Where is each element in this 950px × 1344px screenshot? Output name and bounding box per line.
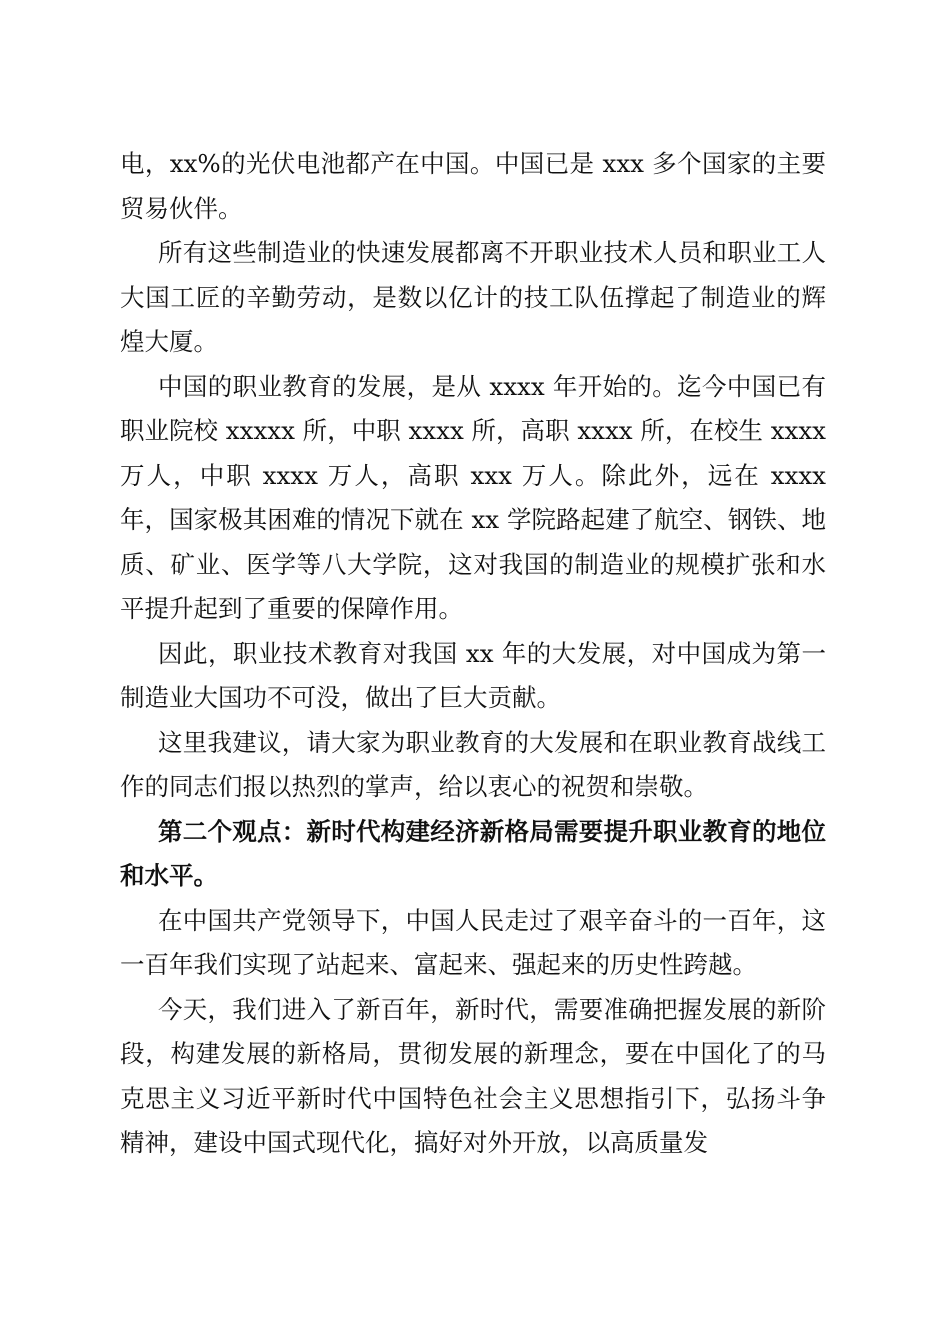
- paragraph-7: 在中国共产党领导下，中国人民走过了艰辛奋斗的一百年，这一百年我们实现了站起来、富起来、强起来的历史性跨越。: [120, 905, 826, 979]
- section-heading-viewpoint-2: 第二个观点：新时代构建经济新格局需要提升职业教育的地位和水平。: [120, 816, 826, 890]
- document-page: [120, 142, 826, 1166]
- paragraph-4: 因此，职业技术教育对我国 xx 年的大发展，对中国成为第一制造业大国功不可没，做出了巨大贡献。: [120, 638, 826, 712]
- paragraph-5: 这里我建议，请大家为职业教育的大发展和在职业教育战线工作的同志们报以热烈的掌声，给以衷心的祝贺和崇敬。: [120, 727, 826, 801]
- paragraph-1: 电，xx%的光伏电池都产在中国。中国已是 xxx 多个国家的主要贸易伙伴。: [120, 149, 826, 223]
- paragraph-8: 今天，我们进入了新百年，新时代，需要准确把握发展的新阶段，构建发展的新格局，贯彻发展的新理念，要在中国化了的马克思主义习近平新时代中国特色社会主义思想指引下，弘扬斗争精神，建设中国式现代化，搞好对外开放，以高质量发: [120, 994, 826, 1157]
- paragraph-2: 所有这些制造业的快速发展都离不开职业技术人员和职业工人大国工匠的辛勤劳动，是数以亿计的技工队伍撑起了制造业的辉煌大厦。: [120, 238, 826, 356]
- paragraph-3: 中国的职业教育的发展，是从 xxxx 年开始的。迄今中国已有职业院校 xxxxx 所，中职 xxxx 所，高职 xxxx 所，在校生 xxxx 万人，中职 xxxx 万人，高职 xxx 万人。除此外，远在 xxxx 年，国家极其困难的情况下就在 xx 学院路起建了航空、钢铁、地质、矿业、医学等八大学院，这对我国的制造业的规模扩张和水平提升起到了重要的保障作用。: [120, 371, 826, 623]
